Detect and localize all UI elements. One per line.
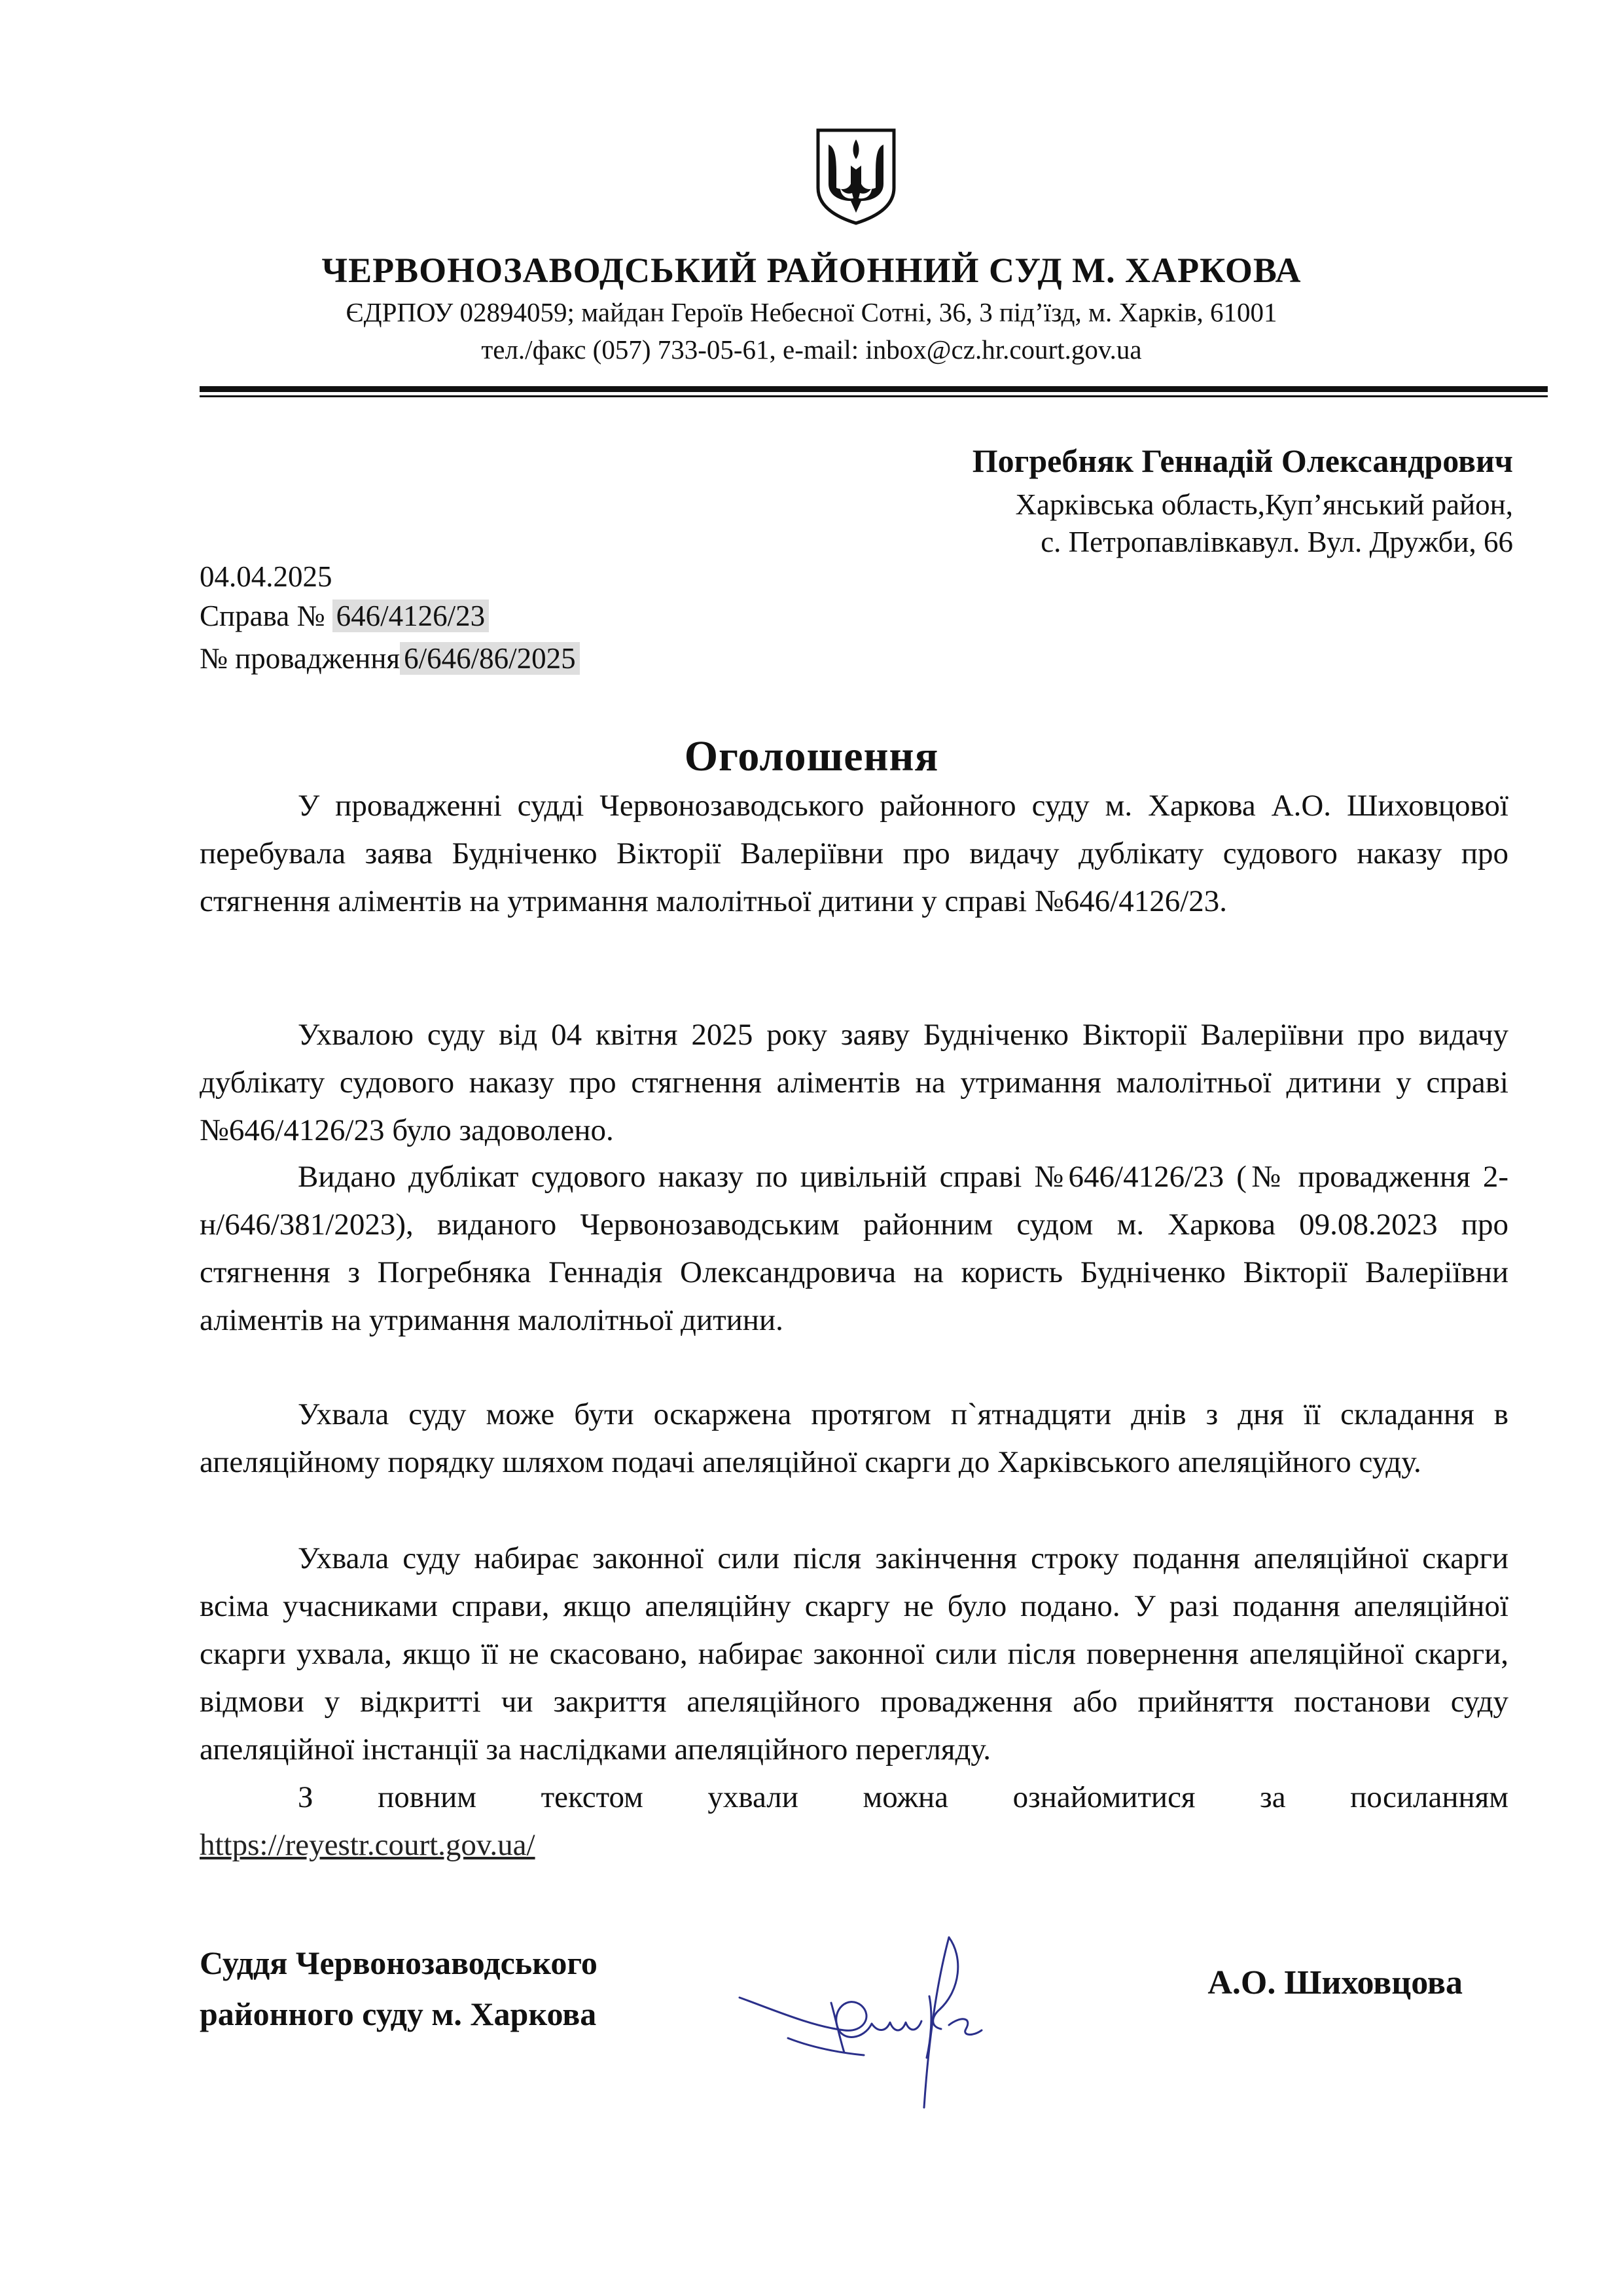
document-title: Оголошення (684, 732, 939, 780)
judge-position-line-1: Суддя Червонозаводського (200, 1945, 597, 1981)
court-contacts: тел./факс (057) 733-05-61, e-mail: inbox@cz.hr.court.gov.ua (481, 334, 1142, 365)
case-number-line (200, 599, 489, 633)
case-label: Справа № (200, 600, 325, 632)
recipient-address-line-1: Харківська область,Куп’янський район, (1015, 488, 1513, 521)
paragraph-1: У провадженні судді Червонозаводського районного суду м. Харкова А.О. Шиховцової перебувала заява Будніченко Вікторії Валеріївни про видачу дублікату судового наказу про стягнення аліментів на утримання малолітньої дитини у справі №646/4126/23. (200, 789, 1508, 918)
proceeding-number: 6/646/86/2025 (400, 642, 580, 675)
judge-position-line-2: районного суду м. Харкова (200, 1996, 597, 2032)
header-divider-thin (200, 395, 1548, 397)
court-name: ЧЕРВОНОЗАВОДСЬКИЙ РАЙОННИЙ СУД М. ХАРКОВА (321, 251, 1302, 290)
proceeding-number-line (200, 641, 580, 675)
court-address: ЄДРПОУ 02894059; майдан Героїв Небесної Сотні, 36, 3 під’їзд, м. Харків, 61001 (346, 297, 1277, 327)
document-date: 04.04.2025 (200, 560, 332, 593)
paragraph-5: Ухвала суду набирає законної сили після закінчення строку подання апеляційної скарги всіма учасниками справи, якщо апеляційну скаргу не було подано. У разі подання апеляційної скарги ухвала, якщо її не скасовано, набирає законної сили після повернення апеляційної скарги, відмови у відкритті чи закриття апеляційного провадження або прийняття постанови суду апеляційної інстанції за наслідками апеляційного перегляду. (200, 1541, 1508, 1767)
paragraph-2: Ухвалою суду від 04 квітня 2025 року заяву Будніченко Вікторії Валеріївни про видачу дублікату судового наказу про стягнення аліментів на утримання малолітньої дитини у справі №646/4126/23 було задоволено. (200, 1018, 1508, 1147)
judge-name: А.О. Шиховцова (1207, 1964, 1463, 2001)
header-divider-thick (200, 386, 1548, 392)
recipient-address-line-2: с. Петропавлівкавул. Вул. Дружби, 66 (1041, 526, 1513, 558)
register-link-line (200, 1821, 1508, 1869)
register-link[interactable]: https://reyestr.court.gov.ua/ (200, 1828, 535, 1862)
proceeding-label: № провадження (200, 642, 401, 675)
ukraine-trident-emblem-icon (814, 128, 898, 226)
paragraph-6: З повним текстом ухвали можна ознайомитися за посиланням (298, 1780, 1508, 1814)
paragraph-3: Видано дублікат судового наказу по цивільній справі №646/4126/23 (№ провадження 2-н/646/381/2023), виданого Червонозаводським районним судом м. Харкова 09.08.2023 про стягнення з Погребняка Геннадія Олександровича на користь Будніченко Вікторії Валеріївни аліментів на утримання малолітньої дитини. (200, 1160, 1508, 1337)
paragraph-4: Ухвала суду може бути оскаржена протягом п`ятнадцяти днів з дня її складання в апеляційному порядку шляхом подачі апеляційної скарги до Харківського апеляційного суду. (200, 1397, 1508, 1479)
handwritten-signature (733, 1918, 1008, 2114)
judge-position (200, 1937, 597, 2039)
recipient-name: Погребняк Геннадій Олександрович (972, 442, 1513, 479)
case-number: 646/4126/23 (332, 600, 490, 632)
